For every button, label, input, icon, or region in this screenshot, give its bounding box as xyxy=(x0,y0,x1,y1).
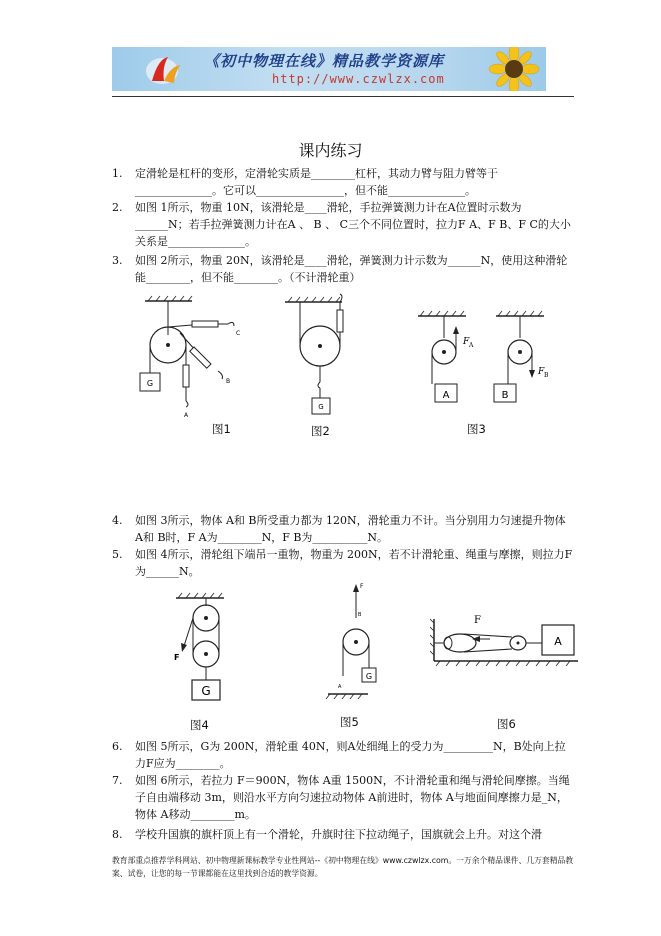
question-text: 如图 3所示，物体 A和 B所受重力都为 120N，滑轮重力不计。当分别用力匀速提升物体 A和 B时，F A为________N，F B为__________N。 xyxy=(135,514,566,544)
figure-5-movable-pulley xyxy=(320,576,380,706)
question-4 xyxy=(112,512,574,546)
question-6 xyxy=(112,738,574,772)
figure-1-fixed-pulley xyxy=(130,293,250,423)
question-number: 3. xyxy=(112,254,123,267)
question-number: 7. xyxy=(112,774,123,787)
question-number: 1. xyxy=(112,167,123,180)
figure-5-caption: 图5 xyxy=(340,715,359,729)
question-text: 定滑轮是杠杆的变形，定滑轮实质是________杠杆，其动力臂与阻力臂等于______________。它可以________________，但不能______________。 xyxy=(135,167,498,197)
figure-2-label-g: G xyxy=(318,403,324,411)
header-banner xyxy=(112,47,546,91)
figure-5-label-f: F xyxy=(360,583,364,590)
question-number: 5. xyxy=(112,548,123,561)
figure-2-movable-pulley xyxy=(280,290,360,420)
question-5 xyxy=(112,546,574,580)
figure-6-label-f: F xyxy=(474,615,481,626)
question-text: 如图 6所示，若拉力 F＝900N，物体 A重 1500N，不计滑轮重和绳与滑轮间摩擦。当绳子自由端移动 3m，则沿水平方向匀速拉动物体 A前进时，物体 A与地面间摩擦力是_N，物体 A移动________m。 xyxy=(135,774,570,821)
question-text: 如图 4所示，滑轮组下端吊一重物，物重为 200N，若不计滑轮重、绳重与摩擦，则拉力F为______N。 xyxy=(135,548,573,578)
figure-3-label-fb: F xyxy=(538,367,545,377)
figure-1-label-b: B xyxy=(226,378,231,385)
figure-3-label-a: A xyxy=(442,390,450,401)
figure-4-label-g: G xyxy=(201,684,211,698)
figure-4-label-f: F xyxy=(174,653,180,662)
figure-5-label-b: B xyxy=(358,612,362,618)
question-number: 8. xyxy=(112,828,123,841)
question-text: 如图 5所示，G为 200N，滑轮重 40N，则A处细绳上的受力为_________N，B处向上拉力F应为________。 xyxy=(135,740,566,770)
figure-1-label-a: A xyxy=(184,412,189,419)
question-3 xyxy=(112,252,574,286)
question-2 xyxy=(112,199,574,250)
figure-3-label-fa-sub: A xyxy=(469,342,474,349)
page-title: 课内练习 xyxy=(298,141,363,160)
figure-1-label-g: G xyxy=(146,379,154,388)
figure-4-pulley-block xyxy=(170,592,230,712)
question-8 xyxy=(112,826,574,843)
figure-3-label-b: B xyxy=(501,390,509,401)
figure-1-label-c: C xyxy=(236,330,241,337)
figure-6-label-a: A xyxy=(554,635,562,648)
page-footer: 教育部重点推荐学科网站、初中物理新课标教学专业性网站--《初中物理在线》www.czwlzx.com。一万余个精品课件、几万套精品教案、试卷，让您的每一节课都能在这里找到合适的教学资源。 xyxy=(112,856,574,878)
figure-5-label-g: G xyxy=(365,672,373,681)
sunflower-icon xyxy=(480,47,542,91)
question-text: 如图 2所示，物重 20N，该滑轮是____滑轮，弹簧测力计示数为______N，使用这种滑轮能________，但不能________。（不计滑轮重） xyxy=(135,254,568,284)
figure-6-horizontal-pulley xyxy=(430,603,580,673)
banner-title: 《初中物理在线》精品教学资源库 xyxy=(204,52,445,70)
banner-url: http://www.czwlzx.com xyxy=(272,72,445,86)
figure-6-caption: 图6 xyxy=(497,717,516,731)
figure-3-caption: 图3 xyxy=(467,422,486,436)
question-number: 6. xyxy=(112,740,123,753)
question-number: 4. xyxy=(112,514,123,527)
figure-4-caption: 图4 xyxy=(190,718,209,732)
question-1 xyxy=(112,165,574,199)
question-number: 2. xyxy=(112,201,123,214)
figure-2-caption: 图2 xyxy=(311,424,330,438)
question-7 xyxy=(112,772,574,823)
header-rule xyxy=(112,96,574,97)
figure-1-caption: 图1 xyxy=(212,422,231,436)
figure-3-two-pulleys xyxy=(408,308,558,412)
figure-5-label-a: A xyxy=(338,684,342,690)
figure-3-label-fb-sub: B xyxy=(544,372,549,379)
site-logo-icon xyxy=(144,53,184,87)
figure-3-label-fa: F xyxy=(463,337,470,347)
question-text: 如图 1所示，物重 10N，该滑轮是____滑轮，手拉弹簧测力计在A位置时示数为______N；若手拉弹簧测力计在A 、 B 、 C三个不同位置时，拉力F A、F B、F C的大小关系是______________。 xyxy=(135,201,571,248)
question-text: 学校升国旗的旗杆顶上有一个滑轮，升旗时往下拉动绳子，国旗就会上升。对这个滑 xyxy=(135,828,542,841)
